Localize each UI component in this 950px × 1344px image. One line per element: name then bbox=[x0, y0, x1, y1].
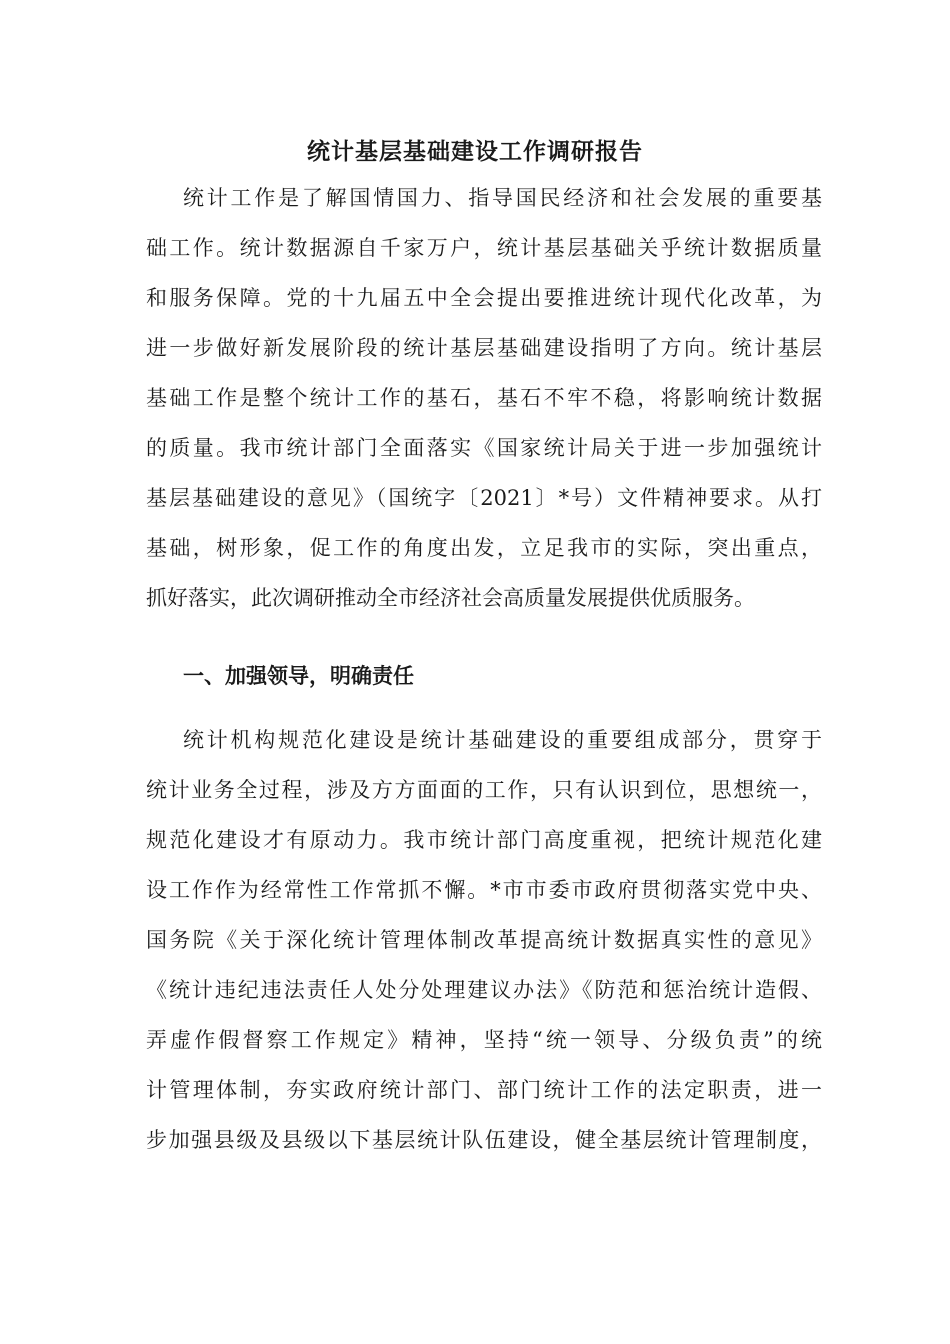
section1-line: 弄虚作假督察工作规定》精神，坚持“统一领导、分级负责”的统 bbox=[146, 1028, 822, 1052]
section1-line: 计管理体制，夯实政府统计部门、部门统计工作的法定职责，进一 bbox=[146, 1078, 822, 1102]
intro-line: 进一步做好新发展阶段的统计基层基础建设指明了方向。统计基层 bbox=[146, 336, 822, 360]
section1-line: 统计业务全过程，涉及方方面面的工作，只有认识到位，思想统一， bbox=[146, 778, 822, 802]
intro-line: 基层基础建设的意见》（国统字〔2021〕*号）文件精神要求。从打 bbox=[146, 486, 822, 510]
intro-line: 基础工作是整个统计工作的基石，基石不牢不稳，将影响统计数据 bbox=[146, 386, 822, 410]
intro-line: 础工作。统计数据源自千家万户，统计基层基础关乎统计数据质量 bbox=[146, 236, 822, 260]
section1-line: 规范化建设才有原动力。我市统计部门高度重视，把统计规范化建 bbox=[146, 828, 822, 852]
intro-line: 和服务保障。党的十九届五中全会提出要推进统计现代化改革，为 bbox=[146, 286, 822, 310]
section1-line: 设工作作为经常性工作常抓不懈。*市市委市政府贯彻落实党中央、 bbox=[146, 878, 822, 902]
document-title: 统计基层基础建设工作调研报告 bbox=[307, 139, 643, 165]
section-heading: 一、加强领导，明确责任 bbox=[183, 664, 414, 688]
intro-line: 基础，树形象，促工作的角度出发，立足我市的实际，突出重点， bbox=[146, 536, 822, 560]
intro-line: 的质量。我市统计部门全面落实《国家统计局关于进一步加强统计 bbox=[146, 436, 822, 460]
section1-line: 《统计违纪违法责任人处分处理建议办法》《防范和惩治统计造假、 bbox=[146, 978, 822, 1002]
section1-line: 统计机构规范化建设是统计基础建设的重要组成部分，贯穿于 bbox=[183, 728, 822, 752]
section1-line: 国务院《关于深化统计管理体制改革提高统计数据真实性的意见》 bbox=[146, 928, 822, 952]
intro-line: 抓好落实，此次调研推动全市经济社会高质量发展提供优质服务。 bbox=[146, 586, 755, 610]
intro-line: 统计工作是了解国情国力、指导国民经济和社会发展的重要基 bbox=[183, 186, 822, 210]
section1-line: 步加强县级及县级以下基层统计队伍建设，健全基层统计管理制度， bbox=[146, 1128, 822, 1152]
